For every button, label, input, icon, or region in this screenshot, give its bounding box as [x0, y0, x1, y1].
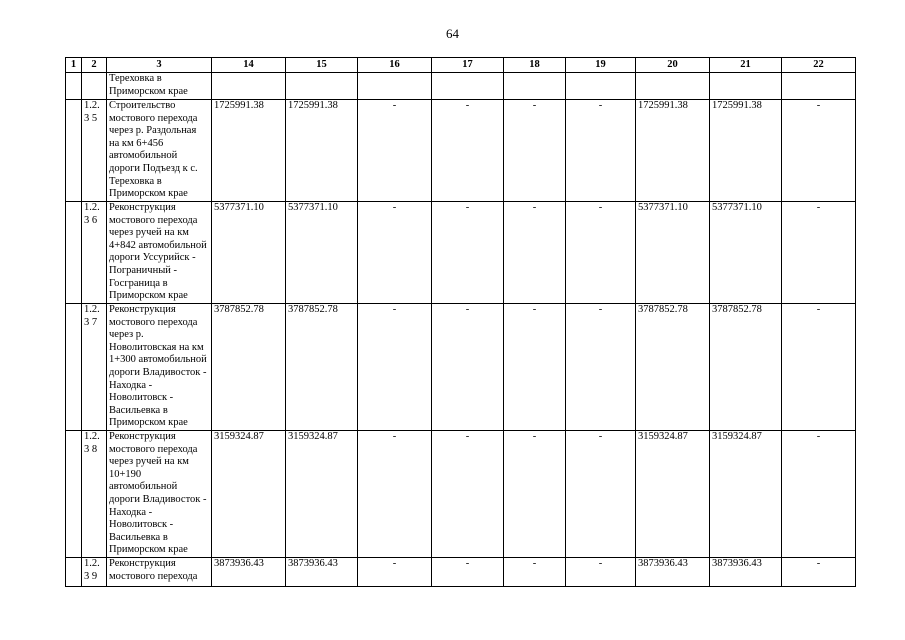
- value-cell: -: [782, 304, 856, 431]
- value-cell: [782, 73, 856, 100]
- name-cell: Строительство мостового перехода через р. Раздольная на км 6+456 автомобильной дороги Подъезд к с. Тереховка в Приморском крае: [107, 100, 212, 202]
- value-cell: -: [782, 100, 856, 202]
- code-cell: 1.2.3 9: [82, 558, 107, 587]
- name-cell: Реконструкция мостового перехода через р. Новолитовская на км 1+300 автомобильной дороги Владивосток - Находка - Новолитовск - Васильевка в Приморском крае: [107, 304, 212, 431]
- value-cell: -: [432, 304, 504, 431]
- value-cell: 3787852.78: [286, 304, 358, 431]
- code-cell: 1.2.3 5: [82, 100, 107, 202]
- value-cell: 3873936.43: [286, 558, 358, 587]
- table-row: [66, 304, 856, 431]
- code-cell: [82, 73, 107, 100]
- value-cell: -: [358, 100, 432, 202]
- col-header: 19: [566, 58, 636, 73]
- page-number: 64: [446, 26, 459, 41]
- value-cell: 5377371.10: [212, 202, 286, 304]
- name-cell: Тереховка в Приморском крае: [107, 73, 212, 100]
- value-cell: -: [432, 431, 504, 558]
- table-row: [66, 100, 856, 202]
- col1-cell: [66, 100, 82, 202]
- value-cell: [212, 73, 286, 100]
- col1-cell: [66, 73, 82, 100]
- value-cell: -: [782, 431, 856, 558]
- value-cell: -: [358, 431, 432, 558]
- value-cell: -: [566, 304, 636, 431]
- value-cell: -: [432, 558, 504, 587]
- value-cell: -: [566, 558, 636, 587]
- name-cell: Реконструкция мостового перехода через ручей на км 4+842 автомобильной дороги Уссурийск - Пограничный - Госграница в Приморском крае: [107, 202, 212, 304]
- col-header: 3: [107, 58, 212, 73]
- budget-table: [65, 57, 856, 587]
- col-header: 18: [504, 58, 566, 73]
- value-cell: -: [432, 100, 504, 202]
- value-cell: -: [504, 558, 566, 587]
- table-row: [66, 73, 856, 100]
- value-cell: 3159324.87: [710, 431, 782, 558]
- value-cell: -: [504, 431, 566, 558]
- value-cell: -: [358, 304, 432, 431]
- value-cell: 3873936.43: [710, 558, 782, 587]
- col-header: 2: [82, 58, 107, 73]
- col1-cell: [66, 202, 82, 304]
- value-cell: 3787852.78: [636, 304, 710, 431]
- col-header: 1: [66, 58, 82, 73]
- value-cell: -: [358, 202, 432, 304]
- value-cell: [710, 73, 782, 100]
- table-row: [66, 558, 856, 587]
- col-header: 22: [782, 58, 856, 73]
- value-cell: -: [782, 558, 856, 587]
- value-cell: [566, 73, 636, 100]
- value-cell: 1725991.38: [710, 100, 782, 202]
- value-cell: -: [566, 431, 636, 558]
- code-cell: 1.2.3 8: [82, 431, 107, 558]
- value-cell: 3159324.87: [286, 431, 358, 558]
- col1-cell: [66, 431, 82, 558]
- code-cell: 1.2.3 7: [82, 304, 107, 431]
- value-cell: 3873936.43: [212, 558, 286, 587]
- col-header: 21: [710, 58, 782, 73]
- code-cell: 1.2.3 6: [82, 202, 107, 304]
- value-cell: [504, 73, 566, 100]
- col1-cell: [66, 304, 82, 431]
- value-cell: [636, 73, 710, 100]
- name-cell: Реконструкция мостового перехода: [107, 558, 212, 587]
- col-header: 14: [212, 58, 286, 73]
- value-cell: 3159324.87: [212, 431, 286, 558]
- value-cell: -: [358, 558, 432, 587]
- value-cell: 3787852.78: [212, 304, 286, 431]
- value-cell: [358, 73, 432, 100]
- value-cell: 3159324.87: [636, 431, 710, 558]
- value-cell: [432, 73, 504, 100]
- value-cell: 1725991.38: [636, 100, 710, 202]
- value-cell: -: [504, 202, 566, 304]
- value-cell: 3787852.78: [710, 304, 782, 431]
- col-header: 16: [358, 58, 432, 73]
- value-cell: -: [504, 100, 566, 202]
- value-cell: -: [566, 100, 636, 202]
- value-cell: 3873936.43: [636, 558, 710, 587]
- value-cell: 5377371.10: [710, 202, 782, 304]
- col1-cell: [66, 558, 82, 587]
- table-row: [66, 431, 856, 558]
- name-cell: Реконструкция мостового перехода через ручей на км 10+190 автомобильной дороги Владивосток - Находка - Новолитовск - Васильевка в Приморском крае: [107, 431, 212, 558]
- header-row: [66, 58, 856, 73]
- value-cell: 1725991.38: [212, 100, 286, 202]
- value-cell: 5377371.10: [286, 202, 358, 304]
- col-header: 17: [432, 58, 504, 73]
- table-row: [66, 202, 856, 304]
- value-cell: -: [504, 304, 566, 431]
- value-cell: [286, 73, 358, 100]
- col-header: 15: [286, 58, 358, 73]
- value-cell: -: [782, 202, 856, 304]
- value-cell: -: [566, 202, 636, 304]
- value-cell: 5377371.10: [636, 202, 710, 304]
- value-cell: -: [432, 202, 504, 304]
- value-cell: 1725991.38: [286, 100, 358, 202]
- col-header: 20: [636, 58, 710, 73]
